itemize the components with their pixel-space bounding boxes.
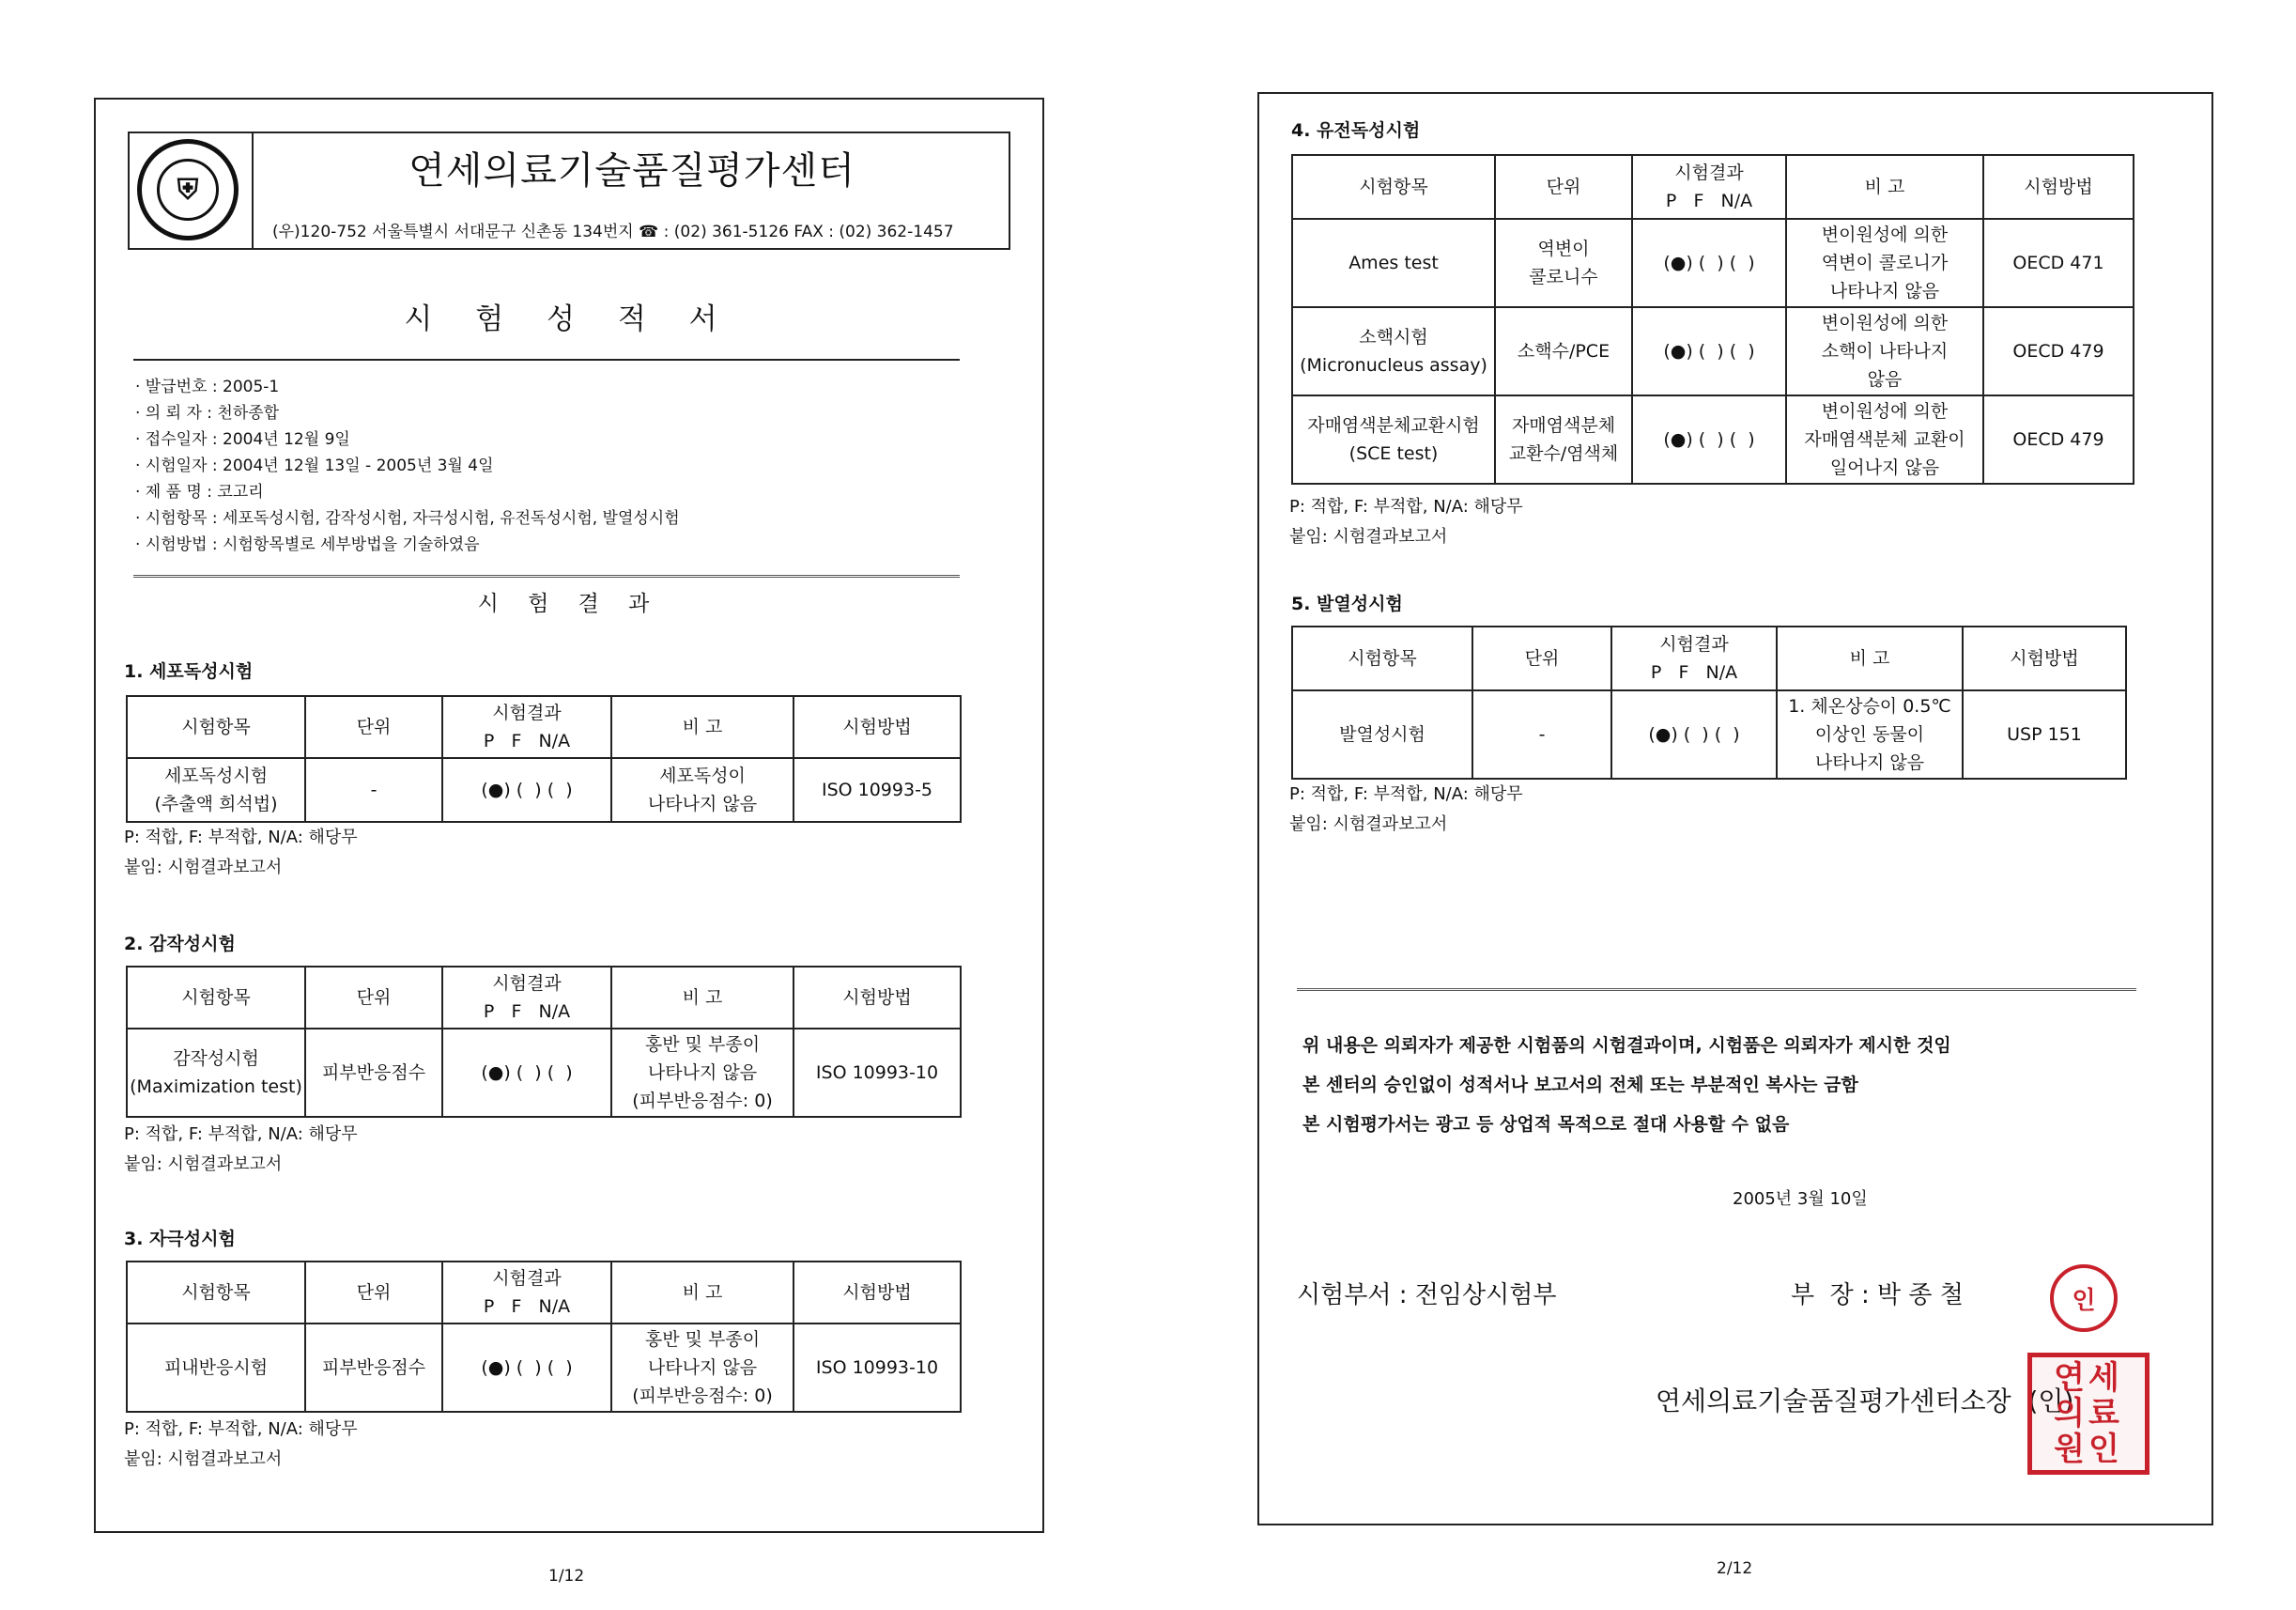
- col-result-label: 시험결과: [492, 703, 562, 723]
- cell-unit: 피부반응점수: [305, 1029, 442, 1117]
- col-item: 시험항목: [1292, 627, 1472, 690]
- cell-item-line1: 세포독성시험: [163, 766, 269, 786]
- col-method: 시험방법: [794, 1262, 961, 1324]
- official-seal-text: 연세의료원인: [2054, 1359, 2123, 1468]
- cell-remark-line2: 나타나지 않음: [647, 1357, 758, 1378]
- section-5-attachment: 붙임: 시험결과보고서: [1289, 814, 1448, 834]
- table-row: [127, 758, 961, 822]
- cell-remark-line3: 나타나지 않음: [1829, 281, 1940, 302]
- col-unit: 단위: [1495, 155, 1632, 219]
- cell-remark-line1: 변이원성에 의한: [1821, 313, 1949, 333]
- info-client: · 의 뢰 자 : 천하종합: [135, 404, 280, 423]
- cell-result: (●) ( ) ( ): [1632, 395, 1786, 484]
- section-2-legend: P: 적합, F: 부적합, N/A: 해당무: [124, 1124, 358, 1144]
- table-header-row: [1292, 155, 2134, 219]
- col-item: 시험항목: [127, 1262, 305, 1324]
- col-result-label: 시험결과: [1659, 634, 1729, 655]
- table-header-row: [127, 696, 961, 758]
- cell-remark-line1: 홍반 및 부종이: [644, 1329, 761, 1350]
- section-1-title: 1. 세포독성시험: [124, 661, 254, 682]
- title-underline: [133, 359, 960, 361]
- col-result: [1611, 627, 1777, 690]
- double-rule: [1297, 988, 2136, 991]
- table-row: [1292, 690, 2126, 779]
- cell-item: [1292, 307, 1495, 395]
- cell-remark-line1: 세포독성이: [659, 766, 746, 786]
- cell-item-line2: (추출액 희석법): [154, 794, 278, 814]
- cell-item-line1: 소핵시험: [1359, 327, 1428, 348]
- cell-remark: [611, 1324, 794, 1412]
- col-result-label: 시험결과: [492, 1268, 562, 1289]
- info-test-items: · 시험항목 : 세포독성시험, 감작성시험, 자극성시험, 유전독성시험, 발열성시험: [135, 509, 680, 528]
- org-name: 연세의료기술품질평가센터: [408, 149, 855, 193]
- cell-method: USP 151: [1963, 690, 2126, 779]
- cell-unit: [1495, 219, 1632, 307]
- official-seal-stamp: [2027, 1353, 2150, 1475]
- cell-remark: [1777, 690, 1963, 779]
- cell-method: ISO 10993-10: [794, 1029, 961, 1117]
- cell-remark-line2: 역변이 콜로니가: [1821, 253, 1949, 273]
- cell-item-line1: 자매염색분체교환시험: [1307, 415, 1480, 436]
- section-5-title: 5. 발열성시험: [1291, 594, 1403, 614]
- cell-remark-line2: 나타나지 않음: [647, 1062, 758, 1083]
- cell-unit: 피부반응점수: [305, 1324, 442, 1412]
- cell-method: OECD 479: [1983, 307, 2134, 395]
- cell-result: (●) ( ) ( ): [1611, 690, 1777, 779]
- cell-remark-line2: 나타나지 않음: [647, 794, 758, 814]
- cell-remark-line3: (피부반응점수: 0): [632, 1386, 773, 1406]
- col-result-label: 시험결과: [1674, 163, 1744, 183]
- section-1-table: [126, 695, 962, 823]
- col-method: 시험방법: [1983, 155, 2134, 219]
- section-3-legend: P: 적합, F: 부적합, N/A: 해당무: [124, 1419, 358, 1439]
- cell-remark-line1: 변이원성에 의한: [1821, 401, 1949, 422]
- cell-unit: 소핵수/PCE: [1495, 307, 1632, 395]
- results-heading: 시 험 결 과: [477, 592, 661, 616]
- col-remark: 비 고: [611, 696, 794, 758]
- cell-item: [1292, 395, 1495, 484]
- cell-result: (●) ( ) ( ): [1632, 219, 1786, 307]
- yonsei-seal-logo: [137, 139, 239, 240]
- issue-date: 2005년 3월 10일: [1733, 1189, 1868, 1209]
- col-remark: 비 고: [1777, 627, 1963, 690]
- cell-unit: -: [1472, 690, 1611, 779]
- table-row: [1292, 219, 2134, 307]
- cell-remark-line2: 이상인 동물이: [1814, 724, 1925, 745]
- section-1-legend: P: 적합, F: 부적합, N/A: 해당무: [124, 828, 358, 847]
- table-header-row: [127, 967, 961, 1029]
- cell-item: [127, 1029, 305, 1117]
- cell-remark-line2: 자매염색분체 교환이: [1804, 429, 1965, 450]
- cell-item-line2: (SCE test): [1348, 443, 1439, 464]
- cell-item: 발열성시험: [1292, 690, 1472, 779]
- col-method: 시험방법: [794, 967, 961, 1029]
- cell-remark: [1786, 307, 1983, 395]
- col-result-pfna: P F N/A: [1665, 191, 1753, 211]
- cell-item: 피내반응시험: [127, 1324, 305, 1412]
- cell-method: OECD 479: [1983, 395, 2134, 484]
- table-header-row: [1292, 627, 2126, 690]
- cell-method: OECD 471: [1983, 219, 2134, 307]
- statement-3: 본 시험평가서는 광고 등 상업적 목적으로 절대 사용할 수 없음: [1302, 1114, 1790, 1135]
- table-row: [127, 1324, 961, 1412]
- col-item: 시험항목: [127, 696, 305, 758]
- manager: 부 장 : 박 종 철: [1791, 1281, 1964, 1309]
- cell-unit: -: [305, 758, 442, 822]
- col-unit: 단위: [1472, 627, 1611, 690]
- col-method: 시험방법: [1963, 627, 2126, 690]
- cell-unit-line2: 교환수/염색체: [1508, 443, 1619, 464]
- double-rule: [133, 575, 960, 578]
- cell-remark-line1: 홍반 및 부종이: [644, 1034, 761, 1055]
- col-unit: 단위: [305, 967, 442, 1029]
- cell-item-line1: 감작성시험: [173, 1048, 259, 1069]
- table-row: [1292, 395, 2134, 484]
- header-divider: [252, 133, 254, 248]
- cell-unit-line1: 역변이: [1537, 239, 1590, 259]
- section-1-attachment: 붙임: 시험결과보고서: [124, 858, 283, 877]
- cell-remark: [1786, 395, 1983, 484]
- section-3-title: 3. 자극성시험: [124, 1229, 236, 1249]
- table-row: [1292, 307, 2134, 395]
- table-header-row: [127, 1262, 961, 1324]
- cell-unit-line2: 콜로니수: [1529, 267, 1598, 287]
- cell-remark: [1786, 219, 1983, 307]
- cell-remark-line3: (피부반응점수: 0): [632, 1091, 773, 1111]
- cell-result: (●) ( ) ( ): [1632, 307, 1786, 395]
- info-test-dates: · 시험일자 : 2004년 12월 13일 - 2005년 3월 4일: [135, 457, 494, 475]
- cell-method: ISO 10993-5: [794, 758, 961, 822]
- cell-remark-line3: 일어나지 않음: [1829, 457, 1940, 478]
- cell-remark-line3: 않음: [1867, 369, 1903, 390]
- col-result: [442, 967, 611, 1029]
- section-2-attachment: 붙임: 시험결과보고서: [124, 1154, 283, 1174]
- cell-remark-line3: 나타나지 않음: [1814, 752, 1925, 773]
- cell-remark-line1: 변이원성에 의한: [1821, 224, 1949, 245]
- cell-unit-line1: 자매염색분체: [1511, 415, 1616, 436]
- section-5-table: [1291, 626, 2127, 780]
- section-4-title: 4. 유전독성시험: [1291, 120, 1421, 141]
- cell-method: ISO 10993-10: [794, 1324, 961, 1412]
- cell-remark: [611, 758, 794, 822]
- cell-remark-line2: 소핵이 나타나지: [1821, 341, 1949, 362]
- info-list: [135, 374, 680, 558]
- info-test-method: · 시험방법 : 시험항목별로 세부방법을 기술하였음: [135, 535, 480, 554]
- manager-stamp: 인: [2050, 1264, 2118, 1332]
- col-result-pfna: P F N/A: [483, 731, 571, 751]
- col-remark: 비 고: [1786, 155, 1983, 219]
- page-number-2: 2/12: [1717, 1559, 1753, 1578]
- col-result: [442, 696, 611, 758]
- section-2-table: [126, 966, 962, 1118]
- document-title: 시 험 성 적 서: [404, 302, 734, 336]
- cell-item: [127, 758, 305, 822]
- document-page-2: [1257, 92, 2213, 1525]
- col-item: 시험항목: [1292, 155, 1495, 219]
- info-received-date: · 접수일자 : 2004년 12월 9일: [135, 430, 350, 449]
- col-result-pfna: P F N/A: [483, 1001, 571, 1022]
- cell-item: Ames test: [1292, 219, 1495, 307]
- section-4-legend: P: 적합, F: 부적합, N/A: 해당무: [1289, 497, 1523, 517]
- cell-unit: [1495, 395, 1632, 484]
- section-4-table: [1291, 154, 2134, 485]
- cell-result: (●) ( ) ( ): [442, 1029, 611, 1117]
- cell-item-line2: (Micronucleus assay): [1300, 355, 1487, 376]
- info-issue-number: · 발급번호 : 2005-1: [135, 378, 280, 396]
- section-4-attachment: 붙임: 시험결과보고서: [1289, 527, 1448, 547]
- col-item: 시험항목: [127, 967, 305, 1029]
- org-address: (우)120-752 서울특별시 서대문구 신촌동 134번지 ☎ : (02) 361-5126 FAX : (02) 362-1457: [272, 223, 954, 241]
- cell-item-line2: (Maximization test): [130, 1076, 302, 1097]
- col-result: [442, 1262, 611, 1324]
- director-signature: 연세의료기술품질평가센터소장 (인): [1656, 1386, 2074, 1416]
- statement-2: 본 센터의 승인없이 성적서나 보고서의 전체 또는 부분적인 복사는 금함: [1302, 1075, 1858, 1095]
- department: 시험부서 : 전임상시험부: [1297, 1281, 1557, 1309]
- page-number-1: 1/12: [548, 1567, 585, 1586]
- section-3-attachment: 붙임: 시험결과보고서: [124, 1449, 283, 1469]
- section-5-legend: P: 적합, F: 부적합, N/A: 해당무: [1289, 784, 1523, 804]
- col-result-pfna: P F N/A: [483, 1296, 571, 1317]
- col-result: [1632, 155, 1786, 219]
- info-product-name: · 제 품 명 : 코고리: [135, 483, 264, 502]
- table-row: [127, 1029, 961, 1117]
- col-method: 시험방법: [794, 696, 961, 758]
- col-unit: 단위: [305, 696, 442, 758]
- cell-result: (●) ( ) ( ): [442, 758, 611, 822]
- col-result-label: 시험결과: [492, 973, 562, 994]
- col-result-pfna: P F N/A: [1650, 662, 1738, 683]
- shield-icon: ⛨: [157, 159, 219, 221]
- cell-remark-line1: 1. 체온상승이 0.5℃: [1788, 696, 1951, 717]
- document-page-1: [94, 98, 1044, 1533]
- org-header: [128, 132, 1010, 250]
- col-remark: 비 고: [611, 1262, 794, 1324]
- col-remark: 비 고: [611, 967, 794, 1029]
- section-2-title: 2. 감작성시험: [124, 934, 236, 954]
- cell-remark: [611, 1029, 794, 1117]
- section-3-table: [126, 1261, 962, 1413]
- cell-result: (●) ( ) ( ): [442, 1324, 611, 1412]
- statement-1: 위 내용은 의뢰자가 제공한 시험품의 시험결과이며, 시험품은 의뢰자가 제시한 것임: [1302, 1035, 1951, 1056]
- col-unit: 단위: [305, 1262, 442, 1324]
